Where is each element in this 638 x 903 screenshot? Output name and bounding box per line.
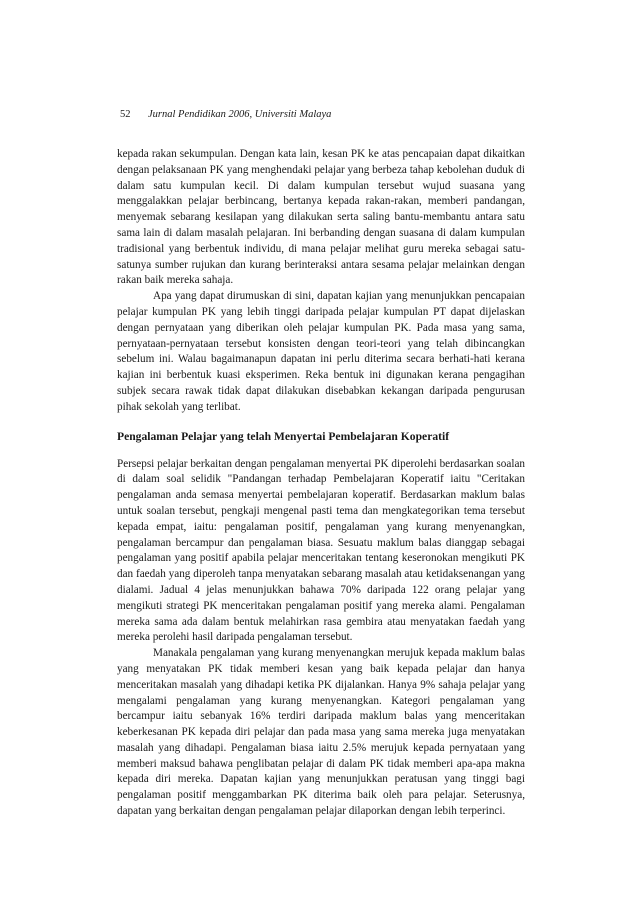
paragraph: Manakala pengalaman yang kurang menyenangkan merujuk kepada maklum balas yang menyatakan PK tidak memberi kesan yang baik kepada pelajar dan hanya menceritakan masalah yang dihadapi ketika PK dijalankan. Hanya 9% sahaja pelajar yang mengalami pengalaman yang kurang menyenangkan. Kategori pengalaman yang bercampur iaitu sebanyak 16% terdiri daripada maklum balas yang menceritakan keberkesanan PK kepada diri pelajar dan pada masa yang sama mereka juga menyatakan masalah yang dihadapi. Pengalaman biasa iaitu 2.5% merujuk kepada pernyataan yang memberi maksud bahawa penglibatan pelajar di dalam PK tidak memberi apa-apa makna kepada diri mereka. Dapatan kajian yang menunjukkan peratusan yang tinggi bagi pengalaman positif menggambarkan PK diterima baik oleh para pelajar. Seterusnya, dapatan yang berkaitan dengan pengalaman pelajar dilaporkan dengan lebih terperinci. xyxy=(117,647,525,818)
journal-title: Jurnal Pendidikan 2006, Universiti Malaya xyxy=(148,109,332,120)
body-text xyxy=(117,147,525,820)
section-heading: Pengalaman Pelajar yang telah Menyertai Pembelajaran Koperatif xyxy=(117,429,450,443)
paragraph: Apa yang dapat dirumuskan di sini, dapatan kajian yang menunjukkan pencapaian pelajar kumpulan PK yang lebih tinggi daripada pelajar kumpulan PT dapat dijelaskan dengan pernyataan yang diberikan oleh pelajar kumpulan PK. Pada masa yang sama, pernyataan-pernyataan tersebut konsisten dengan teori-teori yang telah dibincangkan sebelum ini. Walau bagaimanapun dapatan ini perlu diterima secara berhati-hati kerana kajian ini berbentuk kuasi eksperimen. Reka bentuk ini digunakan kerana pengagihan subjek secara rawak tidak dapat dilakukan disebabkan kekangan daripada pengurusan pihak sekolah yang terlibat. xyxy=(117,290,525,413)
running-header xyxy=(120,108,331,122)
page-number: 52 xyxy=(120,109,131,120)
paragraph: kepada rakan sekumpulan. Dengan kata lain, kesan PK ke atas pencapaian dapat dikaitkan dengan pelaksanaan PK yang menghendaki pelajar yang berbeza tahap kebolehan duduk di dalam satu kumpulan kecil. Di dalam kumpulan tersebut wujud suasana yang menggalakkan pelajar berbincang, bertanya kepada rakan-rakan, memberi pandangan, menyemak sebarang kesilapan yang dilakukan serta saling bantu-membantu antara satu sama lain di dalam masalah pelajaran. Ini berbanding dengan suasana di dalam kumpulan tradisional yang berbentuk individu, di mana pelajar melihat guru mereka sebagai satu-satunya sumber rujukan dan kurang berinteraksi antara sesama pelajar melainkan dengan rakan baik mereka sahaja. xyxy=(117,148,525,287)
paragraph: Persepsi pelajar berkaitan dengan pengalaman menyertai PK diperolehi berdasarkan soalan di dalam soal selidik "Pandangan terhadap Pembelajaran Koperatif iaitu "Ceritakan pengalaman anda semasa menyertai pembelajaran koperatif. Berdasarkan maklum balas untuk soalan tersebut, pengkaji mengenal pasti tema dan mengkategorikan tema tersebut kepada empat, iaitu: pengalaman positif, pengalaman yang kurang menyenangkan, pengalaman bercampur dan pengalaman biasa. Sesuatu maklum balas dianggap sebagai pengalaman yang positif apabila pelajar menceritakan tentang keseronokan mengikuti PK dan faedah yang diperoleh tanpa menyatakan sebarang masalah atau ketidaksenangan yang dialami. Jadual 4 jelas menunjukkan bahawa 70% daripada 122 orang pelajar yang mengikuti strategi PK menceritakan pengalaman positif yang mereka alami. Pengalaman mereka sama ada dalam bentuk melahirkan rasa gembira atau menyatakan faedah yang mereka perolehi hasil daripada pengalaman tersebut. xyxy=(117,457,525,644)
